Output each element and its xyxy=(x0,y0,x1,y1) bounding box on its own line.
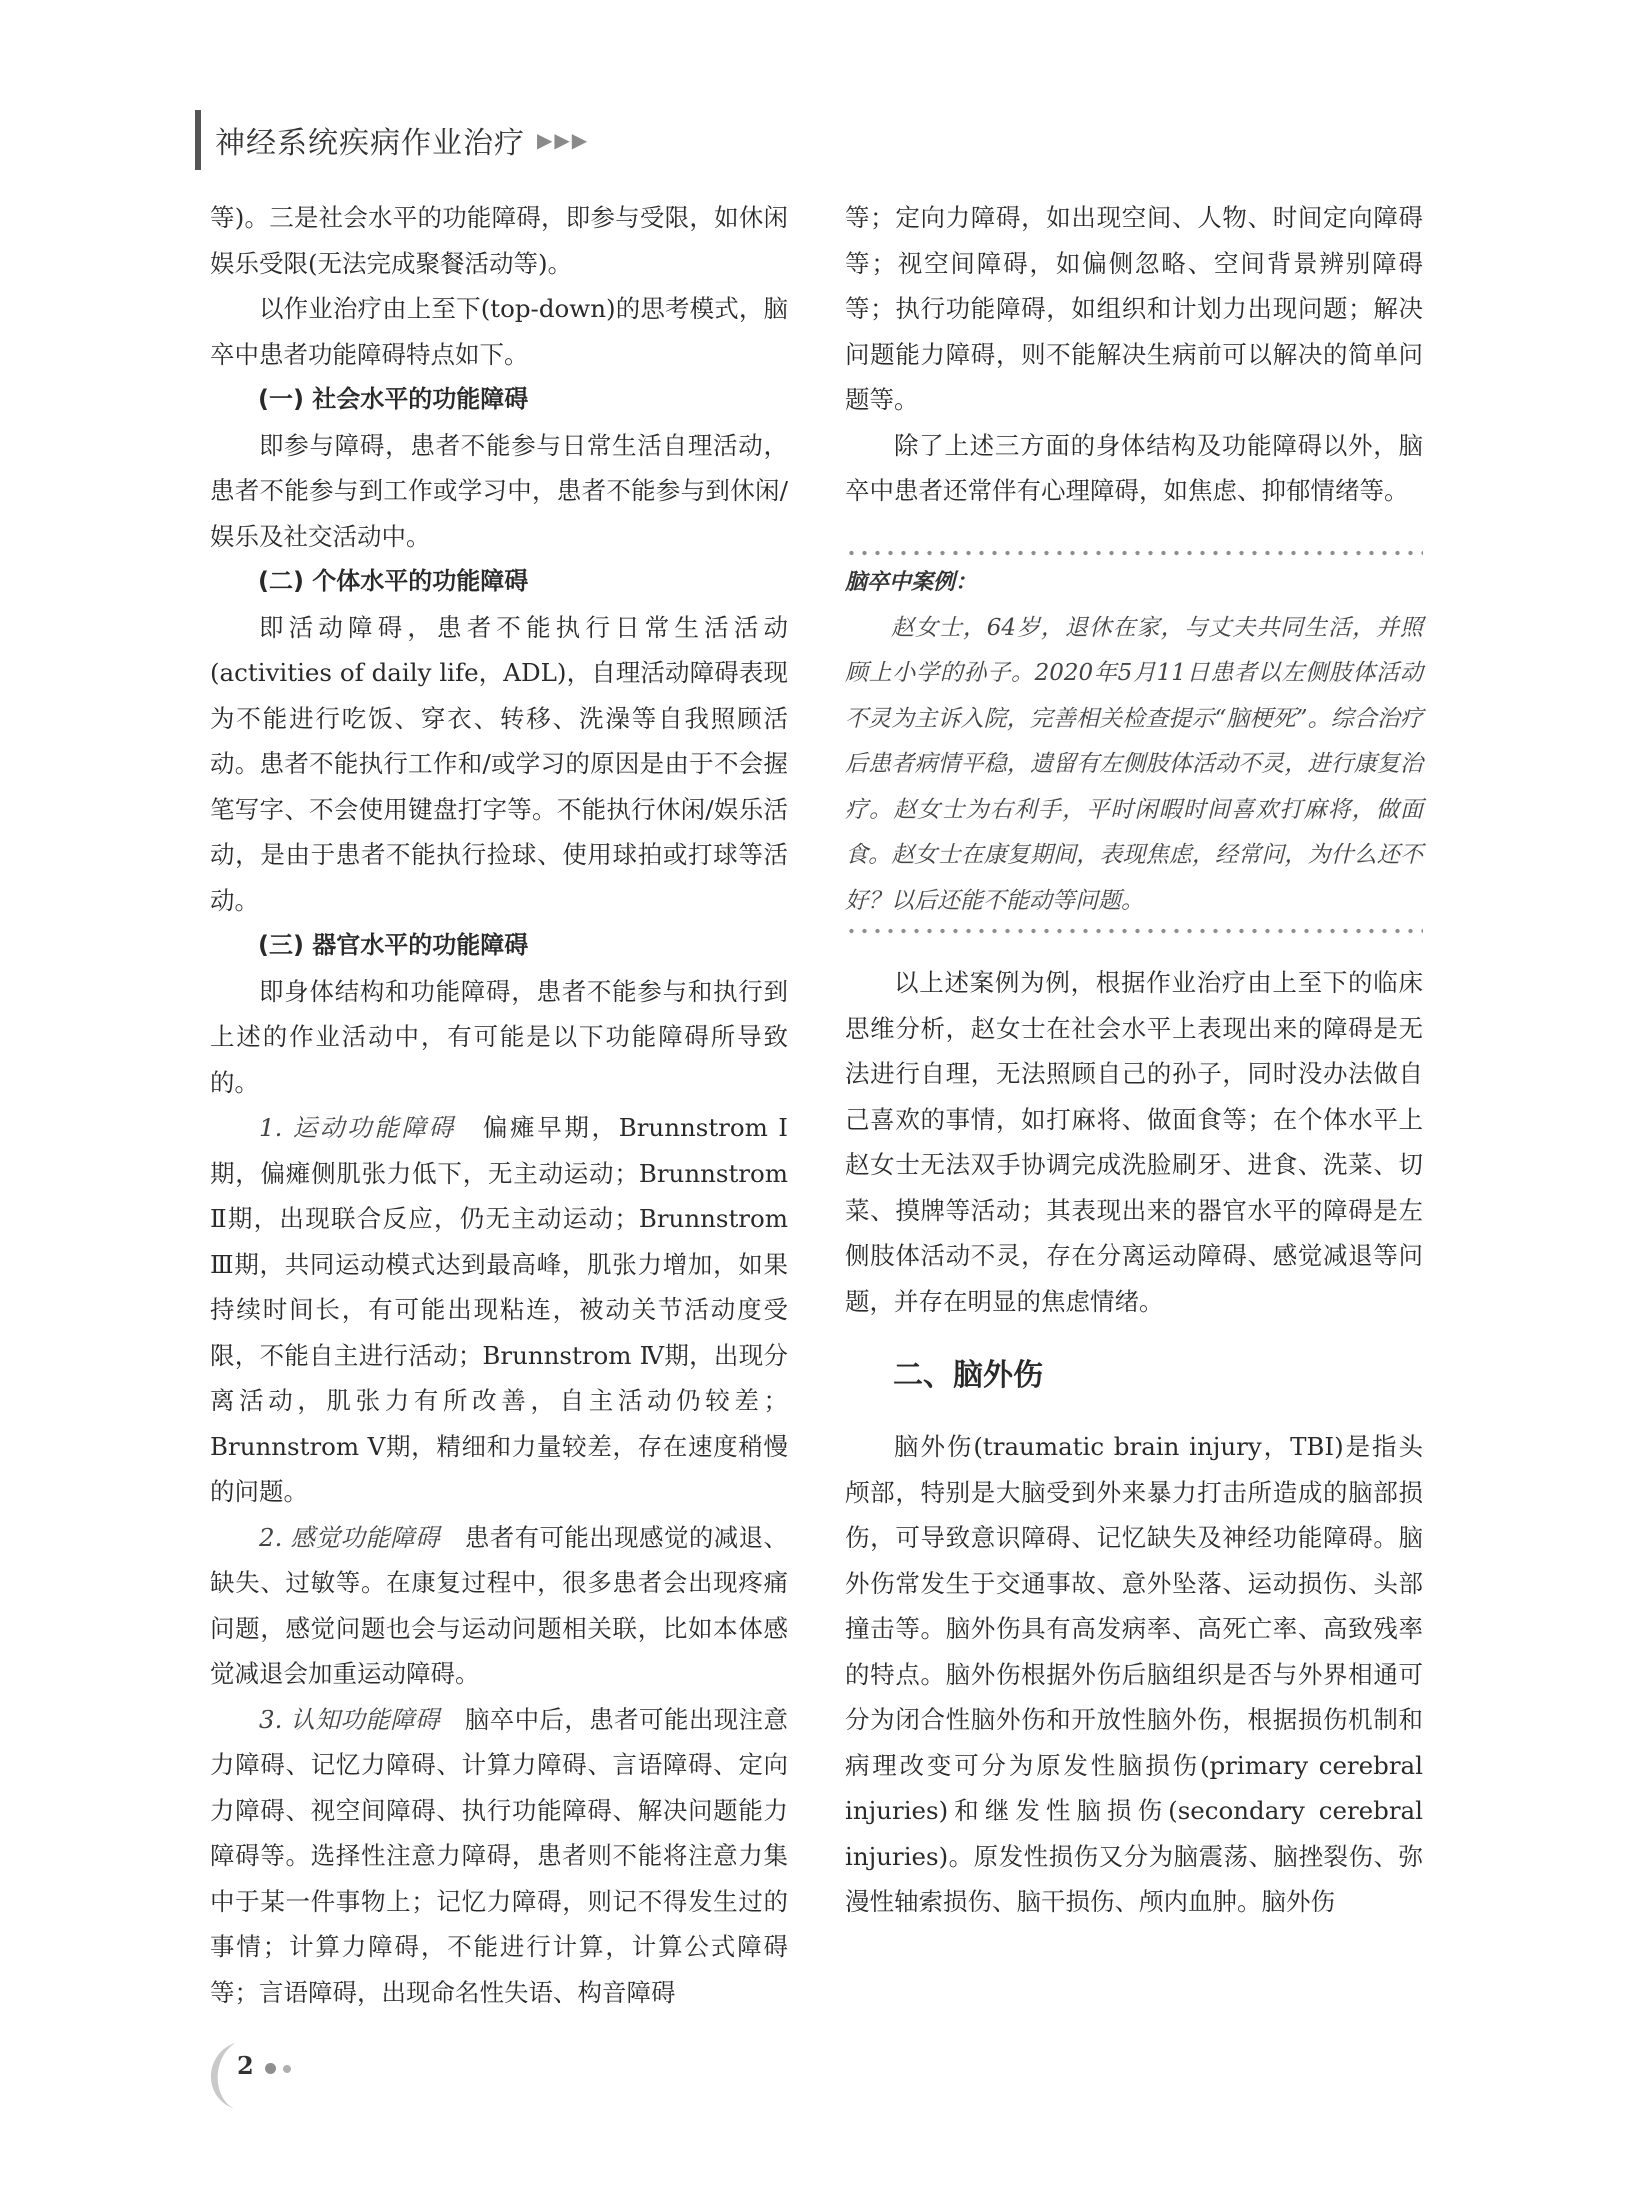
paragraph: 即身体结构和功能障碍，患者不能参与和执行到上述的作业活动中，有可能是以下功能障碍所导致的。 xyxy=(210,976,788,1097)
item-text: 患者有可能出现感觉的减退、缺失、过敏等。在康复过程中，很多患者会出现疼痛问题，感觉问题也会与运动问题相关联，比如本体感觉减退会加重运动障碍。 xyxy=(210,1522,789,1688)
paragraph: 脑外伤(traumatic brain injury，TBI)是指头颅部，特别是大脑受到外来暴力打击所造成的脑部损伤，可导致意识障碍、记忆缺失及神经功能障碍。脑外伤常发生于交通事故、意外坠落、运动损伤、头部撞击等。脑外伤具有高发病率、高死亡率、高致残率的特点。脑外伤根据外伤后脑组织是否与外界相通可分为闭合性脑外伤和开放性脑外伤，根据损伤机制和病理改变可分为原发性脑损伤(primary cerebral injuries)和继发性脑损伤(secondary cerebral injuries)。原发性损伤又分为脑震荡、脑挫裂伤、弥漫性轴索损伤、脑干损伤、颅内血肿。脑外伤 xyxy=(845,1432,1423,1916)
paragraph-sensory xyxy=(210,1515,788,1697)
running-header xyxy=(195,110,589,170)
header-arrows-icon: ▶▶▶ xyxy=(537,128,590,152)
paragraph: 以上述案例为例，根据作业治疗由上至下的临床思维分析，赵女士在社会水平上表现出来的障碍是无法进行自理，无法照顾自己的孙子，同时没办法做自己喜欢的事情，如打麻将、做面食等；在个体水平上赵女士无法双手协调完成洗脸刷牙、进食、洗菜、切菜、摸牌等活动；其表现出来的器官水平的障碍是左侧肢体活动不灵，存在分离运动障碍、感觉减退等问题，并存在明显的焦虑情绪。 xyxy=(845,968,1423,1316)
case-title: 脑卒中案例： xyxy=(845,569,978,595)
page-footer xyxy=(195,2035,335,2115)
book-title: 神经系统疾病作业治疗 xyxy=(215,126,525,161)
subheading-organ: (三) 器官水平的功能障碍 xyxy=(258,931,529,959)
item-label: 1. 运动功能障碍 xyxy=(259,1113,456,1142)
dot-icon xyxy=(265,2063,276,2074)
paragraph: 以作业治疗由上至下(top-down)的思考模式，脑卒中患者功能障碍特点如下。 xyxy=(210,294,788,369)
section-heading: 二、脑外伤 xyxy=(893,1358,1043,1393)
subheading-social: (一) 社会水平的功能障碍 xyxy=(258,385,529,413)
item-text: 偏瘫早期，Brunnstrom Ⅰ期，偏瘫侧肌张力低下，无主动运动；Brunnstrom Ⅱ期，出现联合反应，仍无主动运动；Brunnstrom Ⅲ期，共同运动模式达到最高峰，肌张力增加，如果持续时间长，有可能出现粘连，被动关节活动度受限，不能自主进行活动；Brunnstrom Ⅳ期，出现分离活动，肌张力有所改善，自主活动仍较差；Brunnstrom Ⅴ期，精细和力量较差，存在速度稍慢的问题。 xyxy=(210,1113,788,1506)
paragraph: 等；定向力障碍，如出现空间、人物、时间定向障碍等；视空间障碍，如偏侧忽略、空间背景辨别障碍等；执行功能障碍，如组织和计划力出现问题；解决问题能力障碍，则不能解决生病前可以解决的简单问题等。 xyxy=(845,203,1423,414)
page-number: 2 xyxy=(237,2051,254,2080)
subheading-individual: (二) 个体水平的功能障碍 xyxy=(258,567,529,595)
paragraph: 即活动障碍，患者不能执行日常生活活动(activities of daily life，ADL)，自理活动障碍表现为不能进行吃饭、穿衣、转移、洗澡等自我照顾活动。患者不能执行工作和/或学习的原因是由于不会握笔写字、不会使用键盘打字等。不能执行休闲/娱乐活动，是由于患者不能执行捡球、使用球拍或打球等活动。 xyxy=(210,612,788,915)
paragraph: 即参与障碍，患者不能参与日常生活自理活动，患者不能参与到工作或学习中，患者不能参与到休闲/娱乐及社交活动中。 xyxy=(210,430,788,551)
case-text xyxy=(845,606,1423,925)
dotted-divider xyxy=(845,924,1423,938)
item-label: 3. 认知功能障碍 xyxy=(259,1704,440,1734)
dot-icon xyxy=(283,2065,291,2073)
item-text: 脑卒中后，患者可能出现注意力障碍、记忆力障碍、计算力障碍、言语障碍、定向力障碍、视空间障碍、执行功能障碍、解决问题能力障碍等。选择性注意力障碍，患者则不能将注意力集中于某一件事物上；记忆力障碍，则记不得发生过的事情；计算力障碍，不能进行计算，计算公式障碍等；言语障碍，出现命名性失语、构音障碍 xyxy=(210,1704,789,2007)
paragraph-motor xyxy=(210,1105,788,1515)
item-label: 2. 感觉功能障碍 xyxy=(259,1522,440,1552)
paragraph: 除了上述三方面的身体结构及功能障碍以外，脑卒中患者还常伴有心理障碍，如焦虑、抑郁情绪等。 xyxy=(845,430,1423,505)
paragraph-cognitive xyxy=(210,1697,788,2016)
case-paragraph: 赵女士，64岁，退休在家，与丈夫共同生活，并照顾上小学的孙子。2020年5月11日患者以左侧肢体活动不灵为主诉入院，完善相关检查提示“脑梗死”。综合治疗后患者病情平稳，遗留有左侧肢体活动不灵，进行康复治疗。赵女士为右利手，平时闲暇时间喜欢打麻将，做面食。赵女士在康复期间，表现焦虑，经常问，为什么还不好？以后还能不能动等问题。 xyxy=(845,614,1423,914)
case-box xyxy=(845,546,1423,939)
dotted-divider xyxy=(845,546,1423,560)
left-column xyxy=(210,195,788,2015)
paragraph: 等)。三是社会水平的功能障碍，即参与受限，如休闲娱乐受限(无法完成聚餐活动等)。 xyxy=(210,203,788,278)
right-column xyxy=(845,195,1423,1925)
